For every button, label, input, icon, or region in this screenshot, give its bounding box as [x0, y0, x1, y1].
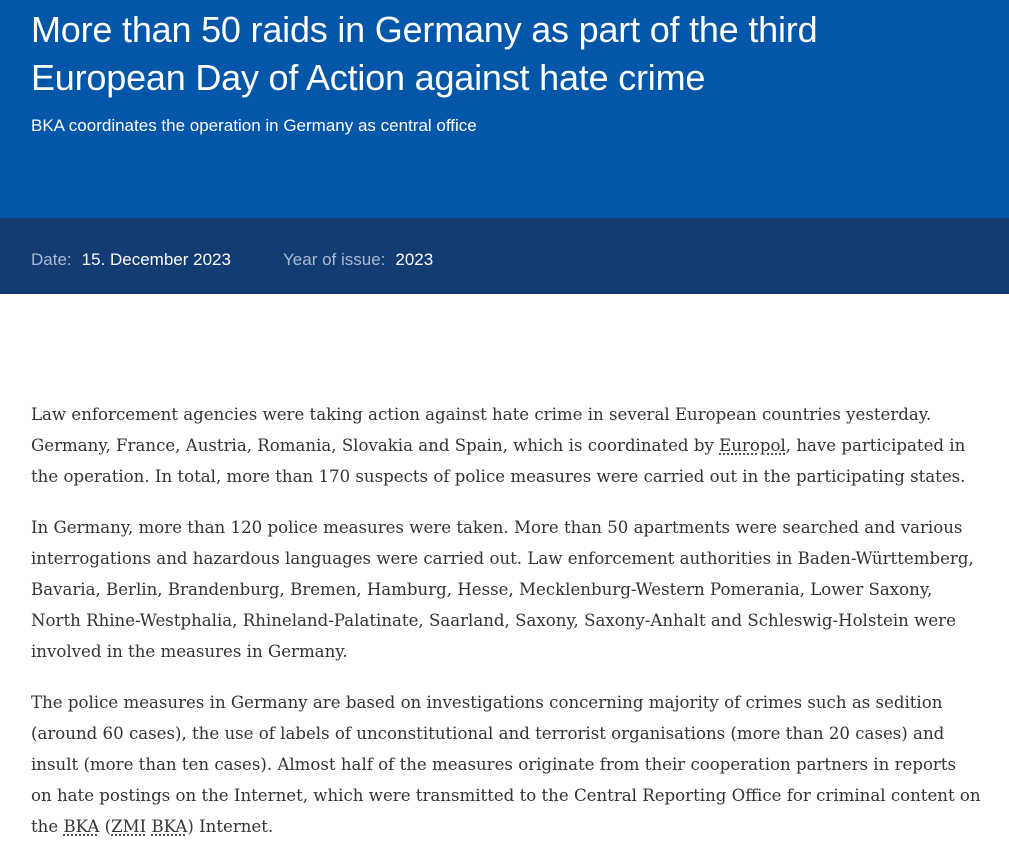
year-label: Year of issue:: [283, 250, 386, 269]
article-body: [31, 399, 981, 862]
paragraph-1: [31, 399, 981, 492]
paragraph-3-text-a: The police measures in Germany are based on investigations concerning majority of crimes such as sedition (around 60 cases), the use of labels of unconstitutional and terrorist organisations (more than 20 cases) and insult (more than ten cases). Almost half of the measures originate from their cooperation partners in reports on hate postings on the Internet, which were transmitted to the Central Reporting Office for criminal content on the: [31, 693, 981, 836]
paragraph-1-text-a: Law enforcement agencies were taking action against hate crime in several European countries yesterday. Germany, France, Austria, Romania, Slovakia and Spain, which is coordinated by: [31, 405, 932, 455]
paragraph-3-text-b: ) Internet.: [187, 817, 274, 836]
paragraph-3: [31, 687, 981, 842]
date-meta: [31, 248, 231, 272]
page-subtitle: BKA coordinates the operation in Germany as central office: [31, 116, 477, 135]
date-value: 15. December 2023: [81, 250, 231, 269]
page-title: More than 50 raids in Germany as part of the third European Day of Action against hate crime: [31, 9, 818, 98]
paragraph-3-text-mid1: (: [99, 817, 112, 836]
paragraph-1-text-b: , have participated in the operation. In total, more than 170 suspects of police measures were carried out in the participating states.: [31, 436, 966, 486]
date-label: Date:: [31, 250, 72, 269]
zmi-abbreviation[interactable]: ZMI: [111, 817, 147, 836]
bka-abbreviation-2[interactable]: BKA: [151, 817, 188, 836]
europol-link[interactable]: Europol: [719, 436, 786, 455]
article-header: [0, 0, 1009, 218]
bka-abbreviation[interactable]: BKA: [63, 817, 100, 836]
year-value: 2023: [395, 250, 434, 269]
paragraph-2: In Germany, more than 120 police measures were taken. More than 50 apartments were searched and various interrogations and hazardous languages were carried out. Law enforcement authorities in Baden-Württemberg, Bavaria, Berlin, Brandenburg, Bremen, Hamburg, Hesse, Mecklenburg-Western Pomerania, Lower Saxony, North Rhine-Westphalia, Rhineland-Palatinate, Saarland, Saxony, Saxony-Anhalt and Schleswig-Holstein were involved in the measures in Germany.: [31, 518, 974, 661]
year-meta: [283, 248, 433, 272]
